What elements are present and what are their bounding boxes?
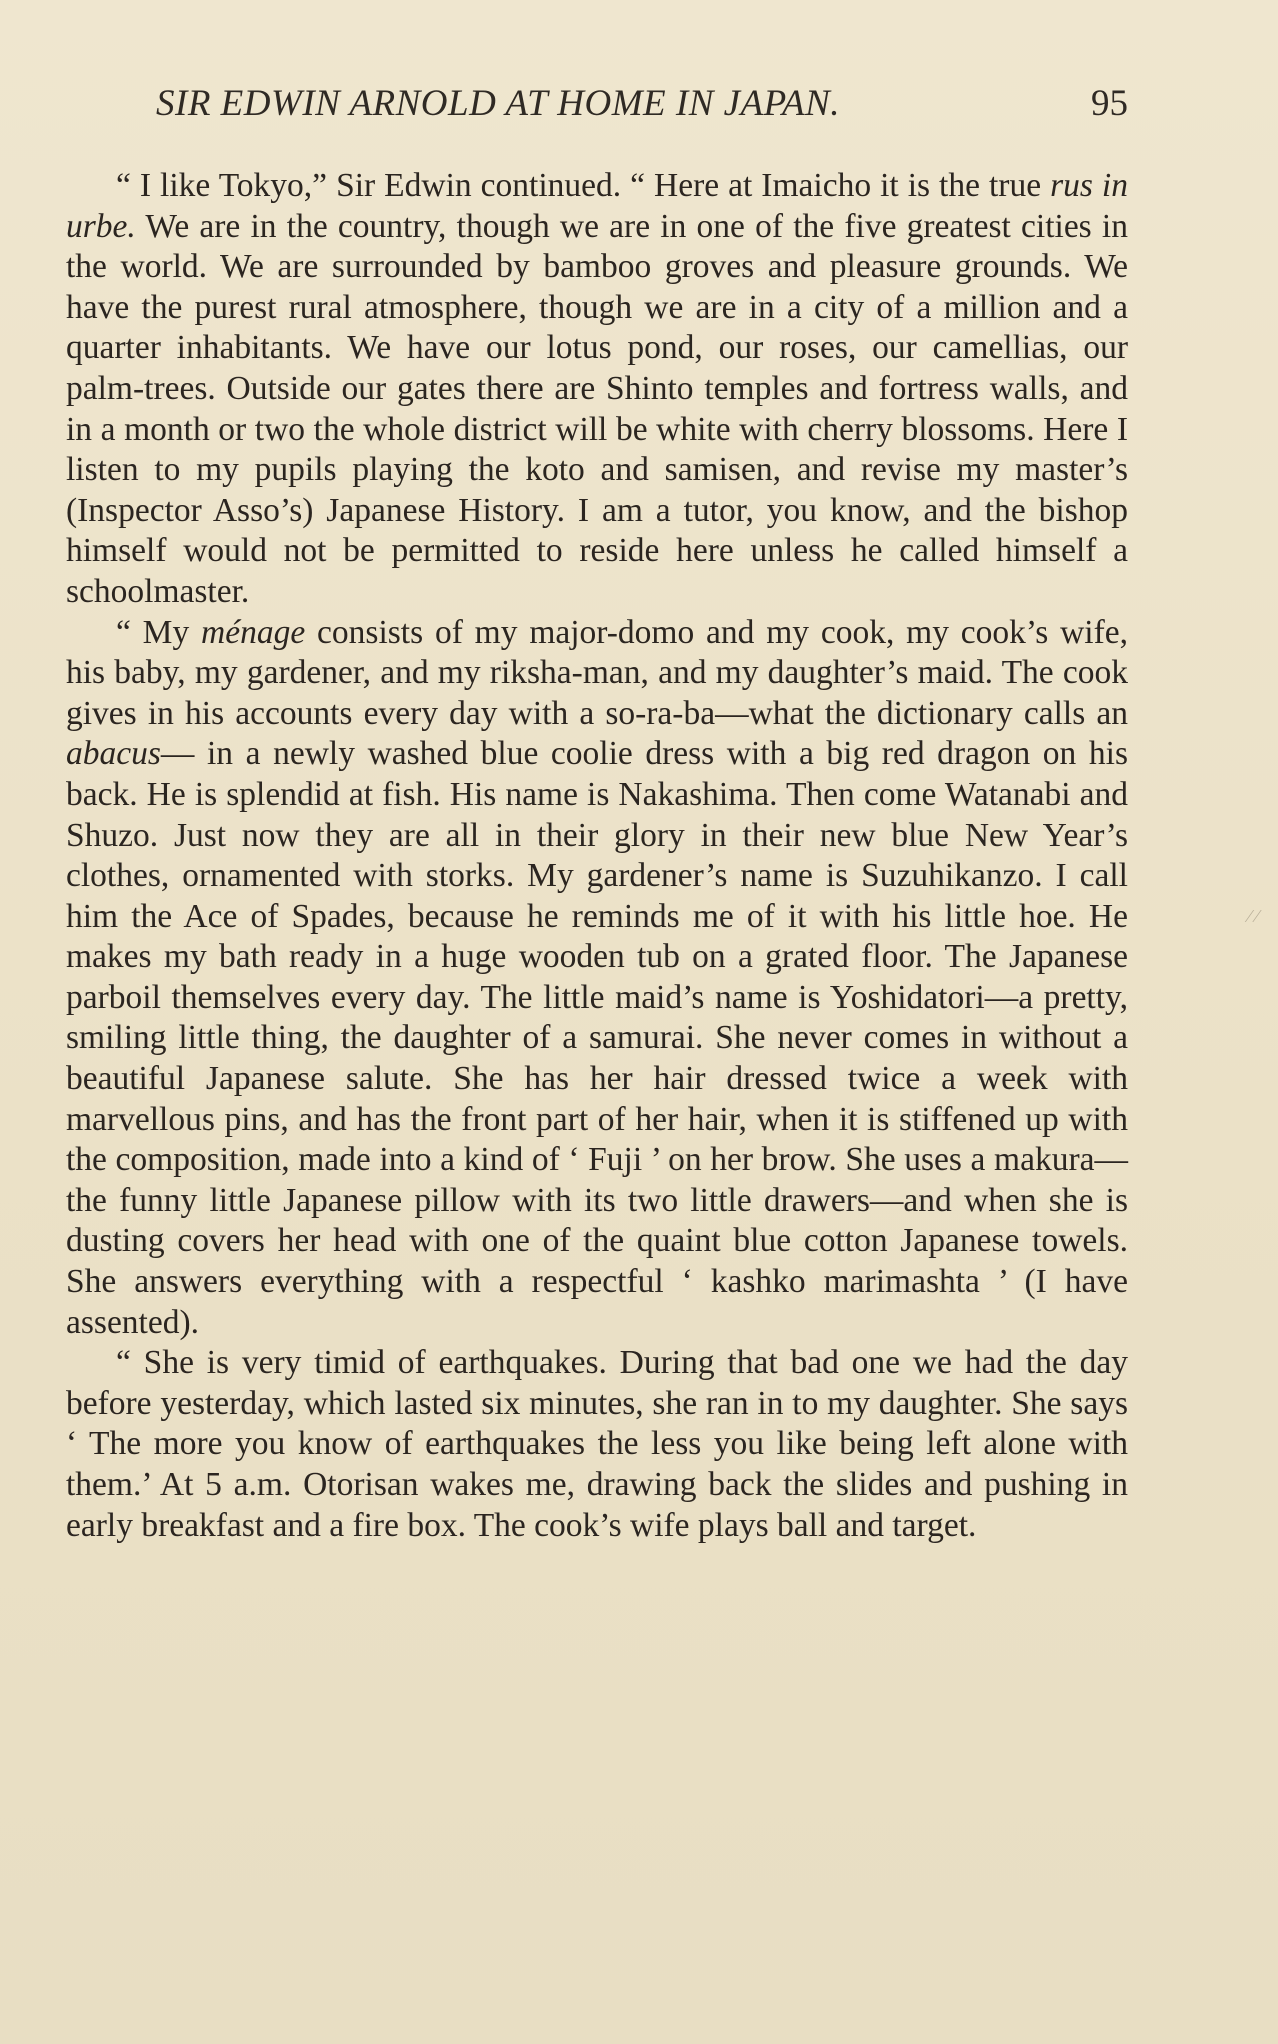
italic-phrase: ménage [201,613,306,651]
italic-phrase: rus in urbe. [66,167,1128,245]
text-segment: “ She is very timid of earthquakes. During that bad one we had the day before yesterday, which lasted six minutes, she ran in to my daughter. She says ‘ The more you know of earthquakes the less you like being left alone with them.’ At 5 a.m. Otorisan wakes me, drawing back the slides and pushing in early breakfast and a fire box. The cook’s wife plays ball and target. [66,1344,1128,1544]
text-segment: “ I like Tokyo,” Sir Edwin continued. “ Here at Imaicho it is the true [116,167,1051,204]
margin-pencil-mark: ⁄ ⁄ [1248,906,1259,926]
italic-phrase: abacus [66,735,161,773]
text-segment: consists of my major-domo and my cook, my cook’s wife, his baby, my gardener, and my riksha-man, and my daughter’s maid. The cook gives in his accounts every day with a so-ra-ba—what the dictionary calls an [66,613,1128,732]
paragraph [66,1343,1128,1546]
page-number: 95 [1091,83,1128,124]
text-segment: — in a newly washed blue coolie dress with a big red dragon on his back. He is splendid at fish. His name is Nakashima. Then come Watanabi and Shuzo. Just now they are all in their glory in their new blue New Year’s clothes, ornamented with storks. My gardener’s name is Suzuhikanzo. I call him the Ace of Spades, because he reminds me of it with his little hoe. He makes my bath ready in a huge wooden tub on a grated floor. The Japanese parboil themselves every day. The little maid’s name is Yoshidatori—a pretty, smiling little thing, the daughter of a samurai. She never comes in without a beautiful Japanese salute. She has her hair dressed twice a week with marvellous pins, and has the front part of her hair, when it is stiffened up with the composition, made into a kind of ‘ Fuji ’ on her brow. She uses a makura—the funny little Japanese pillow with its two little drawers—and when she is dusting covers her head with one of the quaint blue cotton Japanese towels. She answers everything with a respectful ‘ kashko marimashta ’ (I have assented). [66,735,1128,1341]
running-head [66,82,1128,132]
body-text [66,166,1128,1546]
running-title: SIR EDWIN ARNOLD AT HOME IN JAPAN. [156,83,841,124]
paragraph [66,613,1128,1344]
text-segment: “ My [116,613,202,651]
paragraph [66,166,1128,613]
text-segment: We are in the country, though we are in one of the five greatest cities in the world. We are surrounded by bamboo groves and pleasure grounds. We have the purest rural atmosphere, though we are in a city of a million and a quarter inhabitants. We have our lotus pond, our roses, our camellias, our palm-trees. Outside our gates there are Shinto temples and fortress walls, and in a month or two the whole district will be white with cherry blossoms. Here I listen to my pupils playing the koto and samisen, and revise my master’s (Inspector Asso’s) Japanese History. I am a tutor, you know, and the bishop himself would not be permitted to reside here unless he called himself a schoolmaster. [66,207,1128,610]
